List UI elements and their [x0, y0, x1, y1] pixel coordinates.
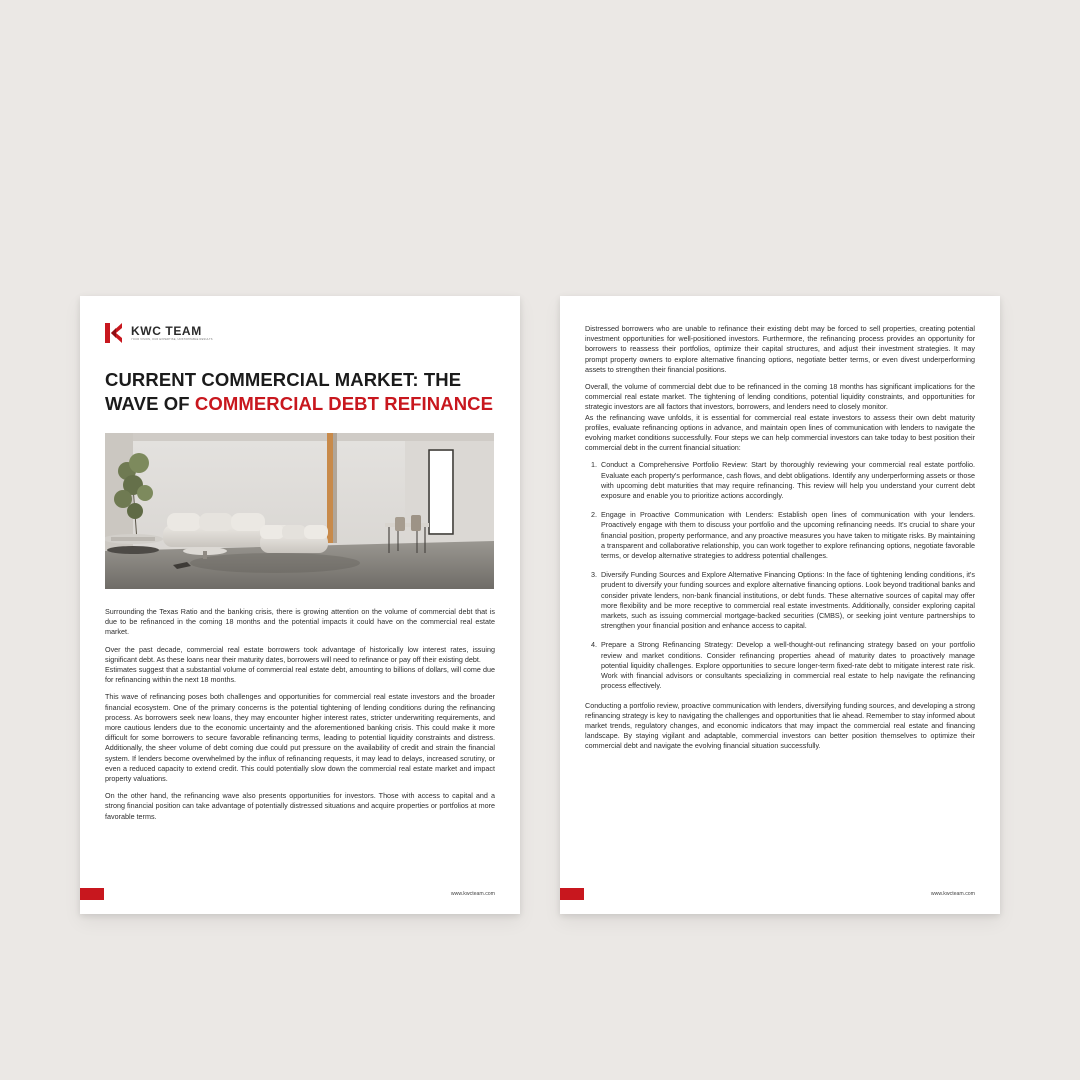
- brand-name: KWC TEAM: [131, 323, 202, 338]
- paragraph: Estimates suggest that a substantial volume of commercial real estate debt, amounting to billions of dollars, will come due for refinancing within the next 18 months.: [105, 665, 495, 685]
- list-item: 3. Diversify Funding Sources and Explore Alternative Financing Options: In the face of tightening lending conditions, it's prudent to diversify your funding sources and explore alternative financing options. Look beyond traditional banks and consider private lenders, non-bank financial institutions, or debt funds. These alternative sources of capital may offer more flexibility and be more receptive to commercial real estate investments. Additionally, consider exploring capital markets, such as issuing commercial mortgage-backed securities (CMBS), or seeking joint venture partnerships to strengthen your financial position and enhance access to capital.: [599, 570, 975, 631]
- brand-logo: [105, 322, 213, 344]
- paragraph: Distressed borrowers who are unable to refinance their existing debt may be forced to sell properties, creating potential investment opportunities for well-positioned investors. Furthermore, the refinancing process provides an opportunity for borrowers to reassess their portfolios, optimize their capital structures, and adjust their investment strategies. It may prompt property owners to explore alternative financing options, negotiate better terms, or even divest underperforming assets to strengthen their financial positions.: [585, 324, 975, 374]
- footer-accent-bar: [560, 888, 584, 900]
- article-body-continued: [585, 324, 975, 759]
- document-page-1: [80, 296, 520, 914]
- title-part-2: COMMERCIAL DEBT REFINANCE: [194, 393, 494, 414]
- page-title: [105, 368, 497, 416]
- brand-tagline: YOUR VISION, OUR EXPERTISE, UNSTOPPABLE RESULTS: [131, 337, 213, 341]
- list-item: 1. Conduct a Comprehensive Portfolio Review: Start by thoroughly reviewing your commercial real estate portfolio. Evaluate each property's performance, cash flows, and debt obligations. Identify any underperforming assets or those with upcoming debt maturities that may require refinancing. This review will help you understand your current debt exposure and enable you to prioritize actions accordingly.: [599, 460, 975, 501]
- list-item: 4. Prepare a Strong Refinancing Strategy: Develop a well-thought-out refinancing strategy based on your portfolio review and market conditions. Consider refinancing properties ahead of maturity dates to proactively manage potential liquidity challenges. Explore opportunities to secure longer-term fixed-rate debt to mitigate interest rate risk. Work with financial advisors or consultants specializing in commercial real estate to help navigate the refinancing process effectively.: [599, 640, 975, 691]
- kwc-logo-icon: [105, 323, 123, 343]
- steps-list: [585, 460, 975, 691]
- article-body: [105, 607, 495, 829]
- document-page-2: [560, 296, 1000, 914]
- title-part-1: CURRENT COMMERCIAL MARKET: THE WAVE OF: [105, 369, 462, 414]
- footer-accent-bar: [80, 888, 104, 900]
- paragraph: This wave of refinancing poses both challenges and opportunities for commercial real estate investors and the broader financial ecosystem. One of the primary concerns is the potential tightening of lending conditions during the refinancing process. As borrowers seek new loans, they may encounter higher interest rates, stricter underwriting requirements, and more cautious lenders due to the economic uncertainty and the aforementioned banking crisis. This could make it more difficult for some borrowers to secure favorable refinancing terms, leading to potential liquidity constraints and distress. Additionally, the sheer volume of debt coming due could put pressure on the availability of credit and strain the financial system. If lenders become overwhelmed by the influx of refinancing requests, it may lead to delays, increased scrutiny, or even a reduced capacity to extend credit. This could potentially slow down the commercial real estate market and impact property valuations.: [105, 692, 495, 784]
- paragraph: Surrounding the Texas Ratio and the banking crisis, there is growing attention on the volume of commercial debt that is due to be refinanced in the coming 18 months and the potential impacts it could have on the commercial real estate market.: [105, 607, 495, 637]
- paragraph: As the refinancing wave unfolds, it is essential for commercial real estate investors to assess their own debt maturity profiles, evaluate refinancing options in advance, and maintain open lines of communication with lenders to navigate the evolving market conditions successfully. Four steps we can help commercial investors can take today to best position their commercial debt in the current financial situation:: [585, 412, 975, 453]
- living-room-photo: [105, 433, 494, 589]
- closing-paragraph: Conducting a portfolio review, proactive communication with lenders, diversifying funding sources, and developing a strong refinancing strategy is key to navigating the challenges and opportunities that lie ahead. Remember to stay informed about market trends, regulatory changes, and economic indicators that may impact the commercial real estate and financing landscape. By staying vigilant and adaptable, commercial investors can better position themselves to optimize their commercial debt and navigate the evolving financial situation successfully.: [585, 700, 975, 751]
- paragraph: Over the past decade, commercial real estate borrowers took advantage of historically low interest rates, issuing significant debt. As these loans near their maturity dates, borrowers will need to refinance or pay off their existing debt.: [105, 644, 495, 664]
- paragraph: Overall, the volume of commercial debt due to be refinanced in the coming 18 months has significant implications for the commercial real estate market. The tightening of lending conditions, potential liquidity constraints, and opportunities for strategic investors are all factors that investors, borrowers, and lenders need to closely monitor.: [585, 382, 975, 412]
- list-item: 2. Engage in Proactive Communication with Lenders: Establish open lines of communication with your lenders. Proactively engage with them to discuss your portfolio and the upcoming refinancing needs. It's crucial to share your financial position, property performance, and any proactive measures you have taken to mitigate risks. By maintaining a transparent and collaborative relationship, you can work together to explore refinancing options, negotiate favorable terms, or develop alternative strategies to address potential challenges.: [599, 510, 975, 561]
- footer-url[interactable]: www.kwcteam.com: [450, 891, 495, 897]
- paragraph: On the other hand, the refinancing wave also presents opportunities for investors. Those with access to capital and a strong financial position can take advantage of potentially distressed situations and acquire properties or portfolios at more favorable terms.: [105, 791, 495, 821]
- footer-url[interactable]: www.kwcteam.com: [930, 891, 975, 897]
